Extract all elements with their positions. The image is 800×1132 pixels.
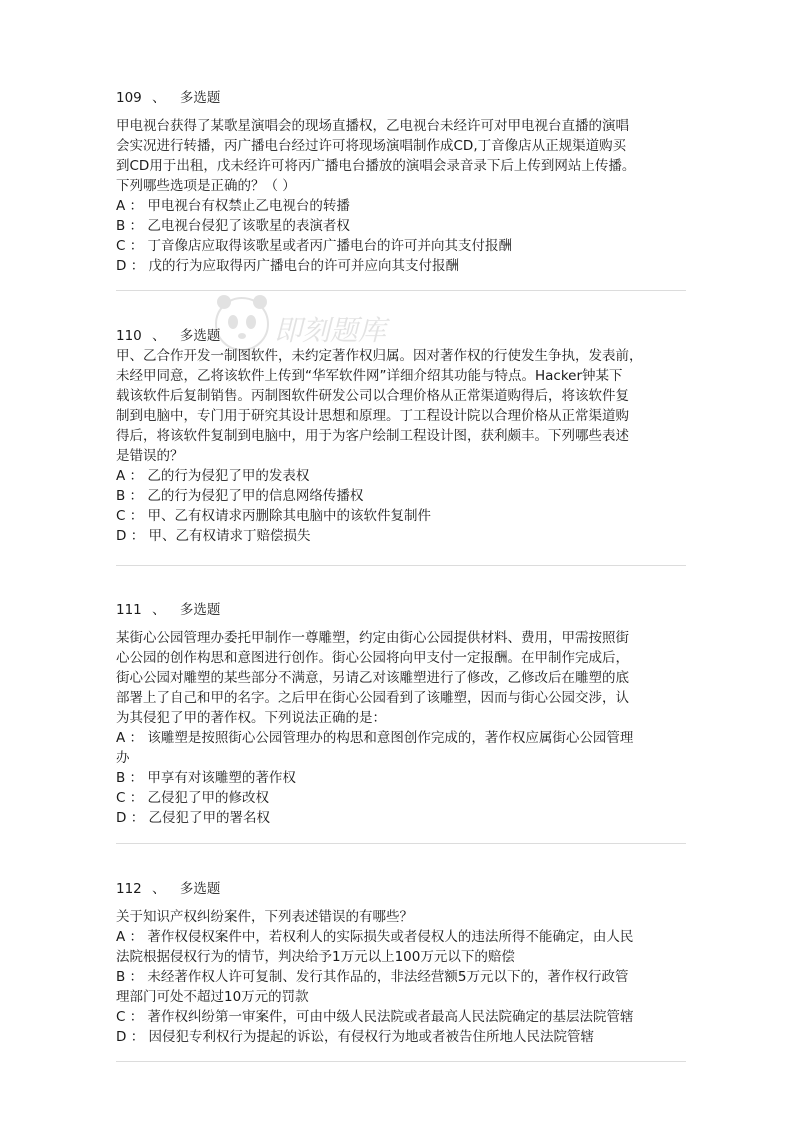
- question-sep: 、: [152, 602, 166, 618]
- option-text: 乙侵犯了甲的修改权: [147, 790, 270, 806]
- option-text: 甲、乙有权请求丁赔偿损失: [148, 528, 311, 544]
- option-b[interactable]: B ： 未经著作权人许可复制、发行其作品的，非法经营额5万元以下的，著作权行政管: [116, 969, 629, 985]
- question-type: 多选题: [179, 328, 221, 344]
- stem-line: 心公园的创作构思和意图进行创作。街心公园将向甲支付一定报酬。在甲制作完成后，: [116, 650, 629, 666]
- option-text: 法院根据侵权行为的情节，判决给予1万元以上100万元以下的赔偿: [116, 949, 515, 965]
- option-d[interactable]: D ： 甲、乙有权请求丁赔偿损失: [116, 528, 311, 544]
- stem-line: 甲、乙合作开发一制图软件，未约定著作权归属。因对著作权的行使发生争执，发表前，: [116, 348, 643, 364]
- question-stem: [116, 628, 686, 728]
- option-text: 甲享有对该雕塑的著作权: [147, 770, 296, 786]
- watermark-text: 即刻题库: [274, 314, 387, 347]
- stem-line: 制到电脑中，专门用于研究其设计思想和原理。丁工程设计院以合理价格从正常渠道购: [116, 408, 629, 424]
- stem-line: 关于知识产权纠纷案件，下列表述错误的有哪些？: [116, 909, 413, 925]
- question-type: 多选题: [179, 602, 221, 618]
- option-d[interactable]: D ： 因侵犯专利权行为提起的诉讼，有侵权行为地或者被告住所地人民法院管辖: [116, 1029, 594, 1045]
- option-text: 乙的行为侵犯了甲的信息网络传播权: [147, 488, 364, 504]
- option-text: 该雕塑是按照街心公园管理办的构思和意图创作完成的，著作权应属街心公园管理: [147, 730, 634, 746]
- question-number: 110: [116, 328, 142, 344]
- option-letter: C: [116, 238, 126, 254]
- question-header: [116, 88, 686, 108]
- option-letter: A: [116, 468, 126, 484]
- stem-line: 未经甲同意，乙将该软件上传到“华军软件网”详细介绍其功能与特点。Hacker钟某下: [116, 368, 623, 384]
- stem-line: 某街心公园管理办委托甲制作一尊雕塑，约定由街心公园提供材料、费用，甲需按照街: [116, 630, 629, 646]
- stem-line: 会实况进行转播，丙广播电台经过许可将现场演唱制作成CD,丁音像店从正规渠道购买: [116, 138, 627, 154]
- question-stem: [116, 116, 686, 196]
- option-letter: B: [116, 969, 126, 985]
- option-letter: D: [116, 258, 127, 274]
- option-letter: A: [116, 929, 126, 945]
- option-letter: A: [116, 730, 126, 746]
- option-a-cont: [116, 947, 686, 967]
- option-letter: D: [116, 810, 127, 826]
- stem-line: 载该软件后复制销售。丙制图软件研发公司以合理价格从正常渠道购得后，将该软件复: [116, 388, 629, 404]
- option-b-cont: [116, 987, 686, 1007]
- question-divider: [116, 290, 686, 291]
- option-letter: B: [116, 488, 126, 504]
- question-divider: [116, 843, 686, 844]
- question-stem: [116, 346, 686, 466]
- option-text: 乙的行为侵犯了甲的发表权: [147, 468, 310, 484]
- option-text: 著作权侵权案件中，若权利人的实际损失或者侵权人的违法所得不能确定，由人民: [147, 929, 634, 945]
- option-text: 未经著作权人许可复制、发行其作品的，非法经营额5万元以下的，著作权行政管: [147, 969, 629, 985]
- question-divider: [116, 565, 686, 566]
- option-a[interactable]: A ： 著作权侵权案件中，若权利人的实际损失或者侵权人的违法所得不能确定，由人民: [116, 929, 634, 945]
- option-text: 乙电视台侵犯了该歌星的表演者权: [147, 218, 350, 234]
- stem-line: 是错误的？: [116, 448, 184, 464]
- question-stem: [116, 907, 686, 927]
- option-text: 理部门可处不超过10万元的罚款: [116, 989, 309, 1005]
- option-d[interactable]: D ： 戊的行为应取得丙广播电台的许可并应向其支付报酬: [116, 258, 459, 274]
- option-text: 因侵犯专利权行为提起的诉讼，有侵权行为地或者被告住所地人民法院管辖: [148, 1029, 594, 1045]
- option-letter: B: [116, 218, 126, 234]
- question-number: 112: [116, 881, 142, 897]
- option-letter: D: [116, 1029, 127, 1045]
- stem-line: 为其侵犯了甲的著作权。下列说法正确的是：: [116, 710, 386, 726]
- option-text: 甲、乙有权请求丙删除其电脑中的该软件复制件: [147, 508, 432, 524]
- stem-line: 到CD用于出租，戊未经许可将丙广播电台播放的演唱会录音录下后上传到网站上传播。: [116, 158, 636, 174]
- question-number: 111: [116, 602, 142, 618]
- stem-line: 甲电视台获得了某歌星演唱会的现场直播权，乙电视台未经许可对甲电视台直播的演唱: [116, 118, 629, 134]
- option-c[interactable]: C ： 甲、乙有权请求丙删除其电脑中的该软件复制件: [116, 508, 432, 524]
- option-letter: C: [116, 508, 126, 524]
- option-c[interactable]: C ： 著作权纠纷第一审案件，可由中级人民法院或者最高人民法院确定的基层法院管辖: [116, 1009, 634, 1025]
- option-c[interactable]: C ： 乙侵犯了甲的修改权: [116, 790, 270, 806]
- option-text: 著作权纠纷第一审案件，可由中级人民法院或者最高人民法院确定的基层法院管辖: [147, 1009, 634, 1025]
- stem-line: 下列哪些选项是正确的？（ ）: [116, 178, 296, 194]
- option-text: 乙侵犯了甲的署名权: [148, 810, 270, 826]
- question-header: [116, 879, 686, 899]
- question-110: [116, 326, 686, 546]
- question-111: [116, 600, 686, 828]
- option-d[interactable]: D ： 乙侵犯了甲的署名权: [116, 810, 270, 826]
- question-sep: 、: [152, 328, 166, 344]
- question-109: [116, 88, 686, 276]
- option-text: 办: [116, 750, 130, 766]
- option-a[interactable]: A ： 该雕塑是按照街心公园管理办的构思和意图创作完成的，著作权应属街心公园管理: [116, 730, 634, 746]
- question-header: [116, 326, 686, 346]
- question-number: 109: [116, 90, 142, 106]
- stem-line: 部署上了自己和甲的名字。之后甲在街心公园看到了该雕塑，因而与街心公园交涉，认: [116, 690, 629, 706]
- option-b[interactable]: B ： 乙的行为侵犯了甲的信息网络传播权: [116, 488, 364, 504]
- question-divider: [116, 1061, 686, 1062]
- option-c[interactable]: C ： 丁音像店应取得该歌星或者丙广播电台的许可并向其支付报酬: [116, 238, 513, 254]
- option-letter: C: [116, 790, 126, 806]
- option-letter: A: [116, 198, 126, 214]
- option-a-cont: [116, 748, 686, 768]
- option-text: 甲电视台有权禁止乙电视台的转播: [147, 198, 350, 214]
- question-sep: 、: [152, 881, 166, 897]
- option-text: 戊的行为应取得丙广播电台的许可并应向其支付报酬: [148, 258, 459, 274]
- option-letter: D: [116, 528, 127, 544]
- stem-line: 得后，将该软件复制到电脑中，用于为客户绘制工程设计图，获利颇丰。下列哪些表述: [116, 428, 629, 444]
- option-letter: B: [116, 770, 126, 786]
- question-type: 多选题: [179, 881, 221, 897]
- question-sep: 、: [152, 90, 166, 106]
- question-type: 多选题: [179, 90, 221, 106]
- option-a[interactable]: A ： 乙的行为侵犯了甲的发表权: [116, 468, 310, 484]
- option-b[interactable]: B ： 甲享有对该雕塑的著作权: [116, 770, 296, 786]
- option-b[interactable]: B ： 乙电视台侵犯了该歌星的表演者权: [116, 218, 350, 234]
- question-112: [116, 879, 686, 1047]
- option-text: 丁音像店应取得该歌星或者丙广播电台的许可并向其支付报酬: [147, 238, 513, 254]
- option-a[interactable]: A ： 甲电视台有权禁止乙电视台的转播: [116, 198, 350, 214]
- option-letter: C: [116, 1009, 126, 1025]
- stem-line: 街心公园对雕塑的某些部分不满意，另请乙对该雕塑进行了修改，乙修改后在雕塑的底: [116, 670, 629, 686]
- question-header: [116, 600, 686, 620]
